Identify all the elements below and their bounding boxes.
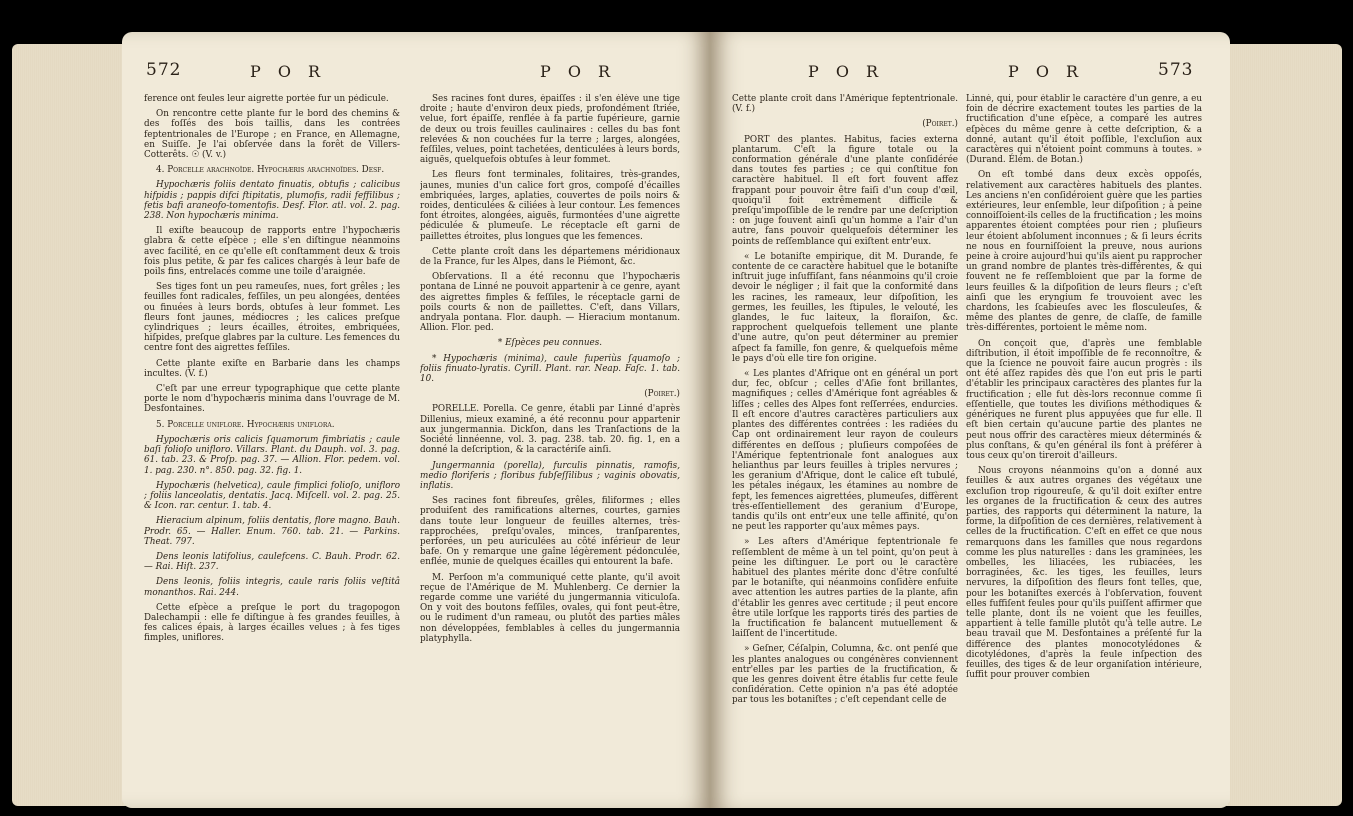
running-head: P O R <box>250 62 327 81</box>
paragraph: Linné, qui, pour établir le caractère d'un genre, a eu foin de décrire exactement toutes les parties de la fructification d'une eſpèce, a comparé les autres eſpèces du même genre à cette deſcription, & a donné, autant qu'il étoit poſſible, l'excluſion aux caractères qui n'étoient point communs à toutes. » (Durand. Élém. de Botan.) <box>966 94 1202 166</box>
paragraph: PORELLE. Porella. Ce genre, établi par Linné d'après Dillenius, mieux examiné, a été reconnu pour appartenir aux jungermannia. Dickſon, dans les Tranſactions de la Société linnéenne, vol. 3. pag. 238. tab. 20. fig. 1, en a donné la deſcription, & la caractériſe ainſi. <box>420 404 680 456</box>
running-head: P O R <box>1008 62 1085 81</box>
paragraph: C'eſt par une erreur typographique que cette plante porte le nom d'hypochæris minima dans l'ouvrage de M. Desfontaines. <box>144 384 400 415</box>
paragraph: « Les plantes d'Afrique ont en général un port dur, fec, obſcur ; celles d'Aſie font brillantes, magnifiques ; celles d'Amérique font agréables & liſſes ; celles des Alpes font reſſerrées, endurcies. Il eſt encore d'autres caractères particuliers aux plantes des différentes contrées : les radiées du Cap ont ordinairement leur rayon de couleurs différentes en deſſous ; pluſieurs compoſées de l'Amérique feptentrionale font analogues aux helianthus par leurs feuilles à triples nervures ; les geranium d'Afrique, dont le calice eſt tubulé, les pétales inégaux, les étamines au nombre de fept, les femences aigrettées, plumeuſes, diffèrent très-eſſentiellement des geranium d'Europe, tandis qu'ils ont entr'eux une telle affinité, qu'on ne peut les rapporter qu'aux mêmes pays. <box>732 369 958 533</box>
paragraph: Les fleurs font terminales, folitaires, très-grandes, jaunes, munies d'un calice fort gros, compoſé d'écailles embriquées, larges, aplaties, couvertes de poils noirs & roides, denticulées & ciliées à leur contour. Les femences font étroites, alongées, aiguës, furmontées d'une aigrette pédiculée & plumeuſe. Le réceptacle eſt garni de paillettes étroites, plus longues que les femences. <box>420 170 680 242</box>
paragraph: Hypochæris (helvetica), caule fimplici folioſo, unifloro ; foliis lanceolatis, dentatis. Jacq. Miſcell. vol. 2. pag. 25. & Icon. rar. centur. 1. tab. 4. <box>144 480 400 512</box>
running-head: P O R <box>540 62 617 81</box>
paragraph: Jungermannia (porella), furculis pinnatis, ramofis, medio floriferis ; floribus fubſeſſilibus ; vaginis obovatis, inflatis. <box>420 460 680 491</box>
paragraph: PORT des plantes. Habitus, facies externa plantarum. C'eſt la figure totale ou la conformation générale d'une plante conſidérée dans toutes fes parties ; ce qui conſtitue fon caractère habituel. Il eſt fort fouvent affez frappant pour pouvoir être faiſi d'un coup d'œil, quoiqu'il foit extrêmement difficile & preſqu'impoſſible de le rendre par une deſcription : on juge fouvent ainſi qu'un homme a l'air d'un autre, fans pouvoir quelquefois déterminer les points de reſſemblance qui exiſtent entr'eux. <box>732 134 958 247</box>
paragraph: « Le botaniſte empirique, dit M. Durande, fe contente de ce caractère habituel que le botaniſte inſtruit juge inſuffiſant, fans néanmoins qu'il croie devoir le négliger ; il fait que la conformité dans les racines, les rameaux, leur diſpoſition, les germes, les feuilles, les ſtipules, le velouté, les glandes, le fuc laiteux, la floraiſon, &c. rapprochent quelquefois tellement une plante d'une autre, qu'on peut déterminer au premier aſpect fa famille, fon genre, & quelquefois même le pays d'où elle tire fon origine. <box>732 251 958 364</box>
paragraph: Ses racines font dures, épaiſſes : il s'en élève une tige droite ; haute d'environ deux pieds, profondément ſtriée, velue, fort épaiſſe, renflée à fa partie fupérieure, garnie de deux ou trois feuilles caulinaires : celles du bas font relevées & non couchées fur la terre ; larges, alongées, feſſiles, velues, point tachetées, denticulées à leurs bords, aiguës, quelquefois obtuſes à leur fommet. <box>420 94 680 166</box>
left-column-1 <box>144 94 400 798</box>
right-column-1 <box>732 94 958 798</box>
page-stack-right <box>1222 44 1342 806</box>
left-page <box>122 32 710 808</box>
paragraph: Hypochæris foliis dentato finuatis, obtufis ; calicibus hifpidis ; pappis difci ftipitatis, plumofis, radii feffilibus ; fetis bafi araneofo-tomentofis. Desf. Flor. atl. vol. 2. pag. 238. Non hypochæris minima. <box>144 180 400 222</box>
paragraph: On rencontre cette plante fur le bord des chemins & des foſſés des bois taillis, dans les contrées feptentrionales de l'Europe ; en France, en Allemagne, en Suiſſe. Je l'ai obſervée dans la forêt de Villers-Cotterêts. ☉ (V. v.) <box>144 109 400 161</box>
running-head: P O R <box>808 62 885 81</box>
section-heading: * Eſpèces peu connues. <box>497 338 603 349</box>
paragraph: Dens leonis, foliis integris, caule raris foliis veſtitâ monanthos. Rai. 244. <box>144 577 400 598</box>
left-column-2 <box>420 94 680 798</box>
page-number: 573 <box>1158 60 1194 80</box>
right-page <box>710 32 1230 808</box>
paragraph: » Geſner, Céſalpin, Columna, &c. ont penſé que les plantes analogues ou congénères conviennent entr'elles par les parties de la fructification, & que les genres doivent être établis fur cette feule conſidération. Cette opinion n'a pas été adoptée par tous les botaniſtes ; c'eſt cependant celle de <box>732 644 958 706</box>
paragraph: Nous croyons néanmoins qu'on a donné aux feuilles & aux autres organes des végétaux une excluſion trop rigoureuſe, & qu'il doit exiſter entre les organes de la fructification & ceux des autres parties, des rapports qui déterminent la nature, la forme, la diſpoſition de ces dernières, relativement à celles de la fructification. C'eſt en effet ce que nous remarquons dans les familles que nous regardons comme les plus naturelles : dans les graminées, les ombelles, les liliacées, les rubiacées, les borraginées, &c. les tiges, les feuilles, leurs nervures, la diſpoſition des fleurs font telles, que, pour les botaniſtes exercés à l'obſervation, fouvent elles fuffiſent feules pour qu'ils puiſſent affirmer que telle plante, dont ils ne voient que les feuilles, appartient à telle famille plutôt qu'à telle autre. Le beau travail que M. Desfontaines a préſenté fur la différence des plantes monocotylédones & dicotylédones, d'après la feule inſpection des feuilles, des tiges & de leur organiſation intérieure, ſuffit pour prouver combien <box>966 466 1202 681</box>
page-stack-left <box>12 44 132 806</box>
paragraph: Ses racines font fibreuſes, grêles, filiformes ; elles produiſent des ramifications alternes, courtes, garnies dans toute leur longueur de feuilles alternes, très-rapprochées, preſqu'ovales, minces, tranſparentes, perforées, un peu auriculées au côté inférieur de leur bafe. On y remarque une gaîne légèrement pédonculée, enflée, munie de quelques écailles qui entourent la bafe. <box>420 496 680 568</box>
page-number: 572 <box>146 60 182 80</box>
paragraph: On eſt tombé dans deux excès oppoſés, relativement aux caractères habituels des plantes. Les anciens n'en conſidéroient guère que les parties extérieures, leur enſemble, leur diſpoſition ; à peine connoiſſoient-ils celles de la fructification ; les moins apparentes étoient comptées pour rien ; pluſieurs leur étoient abſolument inconnues ; & ſi leurs écrits ne nous en fourniſſoient la preuve, nous aurions peine à croire aujourd'hui qu'ils aient pu rapprocher un grand nombre de plantes très-différentes, & qui fouvent ne fe reſſembloient que par la forme de leurs feuilles & la diſpoſition de leurs fleurs ; c'eſt ainſi que les eryngium fe trouvoient avec les chardons, les ſcabieuſes avec les flosculeuſes, & même des plantes de genre, de claſſe, de famille très-différentes, portoient le même nom. <box>966 170 1202 334</box>
right-column-2 <box>966 94 1202 798</box>
paragraph: M. Perſoon m'a communiqué cette plante, qu'il avoit reçue de l'Amérique de M. Muhlenberg. Ce dernier la regarde comme une variété du jungermannia viticuloſa. On y voit des boutons feſſiles, ovales, qui font peut-être, ou le rudiment d'un rameau, ou plutôt des parties mâles non développées, femblables à celles du jungermannia platyphylla. <box>420 572 680 644</box>
paragraph: * Hypochæris (minima), caule fuperiùs ſquamoſo ; foliis finuato-lyratis. Cyrill. Plant. rar. Neap. Faſc. 1. tab. 10. <box>420 353 680 385</box>
right-page-header <box>710 60 1230 90</box>
paragraph: Hieracium alpinum, foliis dentatis, flore magno. Bauh. Prodr. 65. — Haller. Enum. 760. tab. 21. — Parkins. Theat. 797. <box>144 516 400 547</box>
paragraph: » Les aſters d'Amérique feptentrionale fe reſſemblent de même à un tel point, qu'on peut à peine les diſtinguer. Le port ou le caractère habituel des plantes mérite donc d'être conſulté par le botaniſte, qui néanmoins conſidère enfuite avec attention les autres parties de la plante, afin d'établir les genres avec certitude ; il peut encore être utile lorſque les rapports tirés des parties de la fructification fe balancent mutuellement & laiſſent de l'incertitude. <box>732 537 958 640</box>
paragraph: Cette eſpèce a preſque le port du tragopogon Dalechampii : elle fe diſtingue à fes grandes feuilles, à fes calices épais, à larges écailles velues ; à fes tiges fimples, uniflores. <box>144 602 400 644</box>
paragraph: Hypochæris oris calicis ſquamorum fimbriatis ; caule baſi folioſo unifloro. Villars. Plant. du Dauph. vol. 3. pag. 61. tab. 23. & Proſp. pag. 37. — Allion. Flor. pedem. vol. 1. pag. 230. n°. 850. pag. 32. fig. 1. <box>144 434 400 476</box>
paragraph: On conçoit que, d'après une femblable diſtribution, il étoit impoſſible de fe reconnoître, & que la ſcience ne pouvoit faire aucun progrès : ils ont été aſſez rapides dès que l'on eut pris le parti d'établir les principaux caractères des plantes fur la fructification ; elle fut dès-lors reconnue comme ſi eſſentielle, que toutes les diviſions méthodiques & génériques ne furent plus appuyées que fur elle. Il eſt bien certain qu'aucune partie des plantes ne peut nous offrir des caractères mieux déterminés & plus conſtans, & qu'en général ils font à préférer à tous ceux qu'on tireroit d'ailleurs. <box>966 338 1202 461</box>
paragraph: 5. Porcelle uniflore. Hypochæris uniflora. <box>156 419 335 430</box>
paragraph: Cette plante croît dans l'Amérique feptentrionale. (V. f.) <box>732 94 958 115</box>
left-page-header <box>122 60 710 90</box>
paragraph: Dens leonis latifolius, caulefcens. C. Bauh. Prodr. 62. — Rai. Hiſt. 237. <box>144 551 400 573</box>
paragraph: Cette plante exiſte en Barbarie dans les champs incultes. (V. f.) <box>144 358 400 379</box>
paragraph: 4. Porcelle arachnoïde. Hypochæris arachnoïdes. Desf. <box>156 165 385 176</box>
open-book <box>12 14 1342 814</box>
paragraph: ference ont feules leur aigrette portée fur un pédicule. <box>144 94 389 104</box>
paragraph: Il exiſte beaucoup de rapports entre l'hypochæris glabra & cette eſpèce ; elle s'en diſtingue néanmoins avec facilité, en ce qu'elle eſt conſtamment deux & trois fois plus petite, & par fes calices chargés à leur bafe de poils fins, entrelacés comme une toile d'araignée. <box>144 226 400 278</box>
paragraph: Ses tiges font un peu rameuſes, nues, fort grêles ; les feuilles font radicales, feſſiles, un peu alongées, dentées ou finuées à leurs bords, obtuſes à leur fommet. Les fleurs font jaunes, médiocres ; les calices preſque cylindriques ; leurs écailles, étroites, embriquées, hiſpides, preſque glabres par la culture. Les femences du centre font des aigrettes feſſiles. <box>144 282 400 354</box>
author-signature: (Poiret.) <box>922 119 958 130</box>
paragraph: Obſervations. Il a été reconnu que l'hypochæris pontana de Linné ne pouvoit appartenir à ce genre, ayant des aigrettes fimples & feſſiles, le réceptacle garni de poils courts & non de paillettes. C'eſt, dans Villars, andryala pontana. Flor. dauph. — Hieracium montanum. Allion. Flor. ped. <box>420 272 680 334</box>
paragraph: Cette plante croît dans les départemens méridionaux de la France, fur les Alpes, dans le Piémont, &c. <box>420 246 680 268</box>
author-signature: (Poiret.) <box>644 389 680 400</box>
